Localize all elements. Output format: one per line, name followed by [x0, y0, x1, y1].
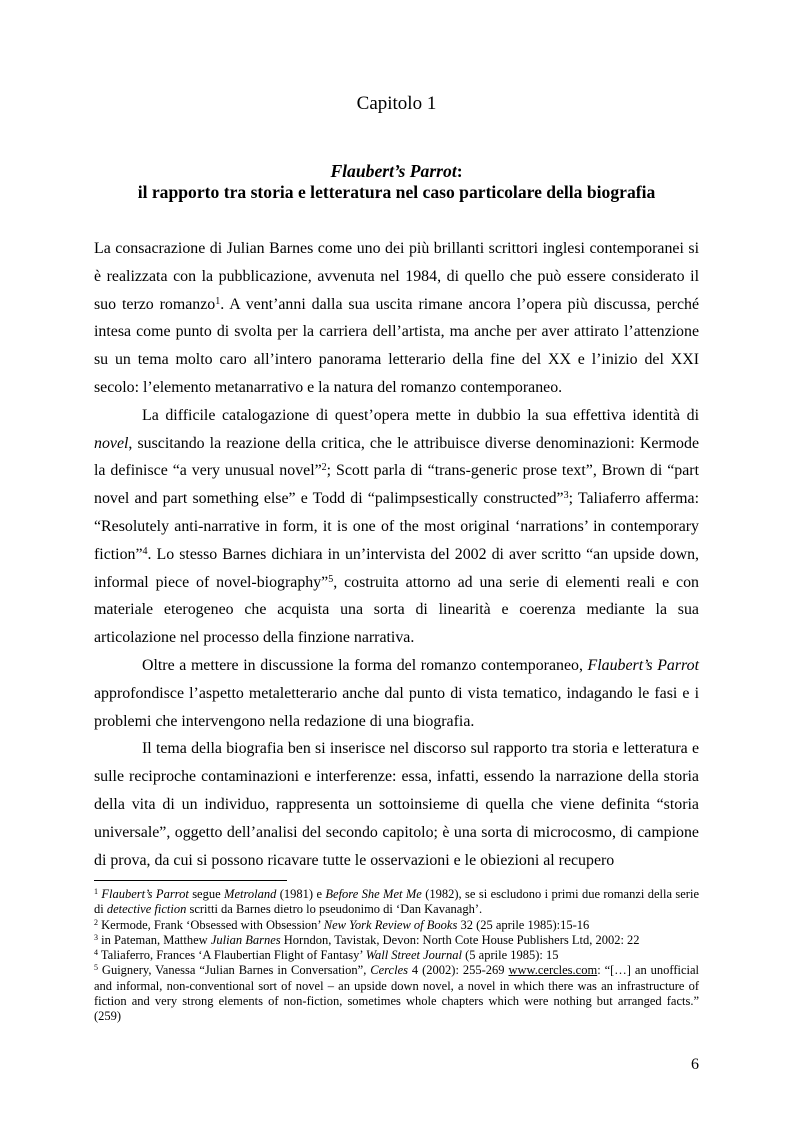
footnote-number: 2 [94, 917, 98, 927]
footnote-text: Guignery, Vanessa “Julian Barnes in Conversation”, [98, 963, 371, 978]
footnote-italic: detective fiction [106, 902, 187, 917]
paragraph-text: La difficile catalogazione di quest’opera mette in dubbio la sua effettiva identità di [142, 406, 699, 424]
footnote-number: 1 [94, 887, 98, 896]
chapter-heading: Capitolo 1 [356, 93, 437, 114]
paragraph-text: , suscitando la reazione della critica, che le attribuisce diverse denominazioni: Kermode la definisce “a very unusual novel” [94, 434, 699, 480]
chapter-title [94, 161, 699, 203]
footnote-italic: Before She Met Me [325, 887, 422, 901]
footnotes [94, 887, 699, 1025]
paragraph-italic: novel [94, 434, 129, 452]
footnote-italic: New York Review of Books [323, 917, 458, 932]
footnote-text: (1982), se si escludono i primi due romanzi della serie di [94, 887, 699, 917]
footnote-text: (1981) e [276, 887, 326, 901]
paragraph-text: Il tema della biografia ben si inserisce nel discorso sul rapporto tra storia e letteratura e sulle reciproche contaminazioni e interferenze: essa, infatti, essendo la narrazione della storia della vita di un individuo, rappresenta un sottoinsieme di quella che viene definita “storia universale”, oggetto dell’analisi del secondo capitolo; è una sorta di microcosmo, di campione di prova, da cui si possono ricavare tutte le osservazioni e le obiezioni al recupero [94, 740, 699, 869]
paragraph-text: ; Scott parla di “trans-generic prose text”, Brown di “part novel and part something else” e Todd di “palimpsestically constructed” [94, 462, 699, 508]
footnote-italic: Wall Street Journal [365, 948, 462, 963]
footnote-ref-4[interactable]: 4 [142, 545, 148, 557]
footnote-number: 5 [94, 963, 98, 973]
footnote-italic: Metroland [224, 887, 277, 901]
page-number: 6 [691, 1056, 699, 1073]
footnote-text: Horndon, Tavistak, Devon: North Cote House Publishers Ltd, 2002: 22 [280, 932, 640, 947]
body-text [94, 235, 699, 874]
footnote-text: : “[…] an unofficial and informal, non-conventional sort of novel – an upside down novel, a novel in which there was an infrastructure of fiction and very strong elements of non-fiction, sometimes whole chapters which were nothing but arranged facts.” (259) [94, 963, 699, 1024]
footnote-text: 32 (25 aprile 1985):15-16 [457, 917, 590, 932]
footnote-text: 4 (2002): 255-269 [408, 963, 509, 978]
paragraph-text: , costruita attorno ad una serie di elementi reali e con materiale eterogeneo che acquista una sorta di linearità e coerenza mediante la sua articolazione nel processo della finzione narrativa. [94, 573, 699, 647]
footnote-text: scritti da Barnes dietro lo pseudonimo di ‘Dan Kavanagh’. [186, 902, 483, 917]
footnote-ref-1[interactable]: 1 [215, 295, 221, 307]
footnote-ref-3[interactable]: 3 [563, 490, 569, 502]
paragraph-2 [94, 402, 699, 652]
footnote-text: (5 aprile 1985): 15 [462, 948, 559, 963]
footnote-italic: Flaubert’s Parrot [101, 887, 189, 901]
footnote-italic: Julian Barnes [210, 932, 281, 947]
title-colon: : [456, 161, 463, 181]
paragraph-1 [94, 235, 699, 402]
footnote-ref-5[interactable]: 5 [328, 573, 334, 585]
footnote-4 [94, 948, 699, 963]
footnote-italic: Cercles [370, 963, 408, 978]
footnote-text: segue [188, 887, 225, 901]
paragraph-text: approfondisce l’aspetto metaletterario anche dal punto di vista tematico, indagando le fasi e i problemi che intervengono nella redazione di una biografia. [94, 684, 699, 730]
footnote-link[interactable]: www.cercles.com [508, 963, 598, 978]
title-italic: Flaubert’s Parrot [330, 161, 457, 181]
paragraph-text: Oltre a mettere in discussione la forma del romanzo contemporaneo, [142, 656, 588, 674]
document-page [94, 0, 699, 1123]
footnote-ref-2[interactable]: 2 [321, 462, 327, 474]
footnote-3 [94, 933, 699, 948]
paragraph-3 [94, 652, 699, 735]
chapter-subtitle: il rapporto tra storia e letteratura nel caso particolare della biografia [137, 182, 656, 202]
footnote-text: in Pateman, Matthew [98, 932, 211, 947]
footnote-5 [94, 963, 699, 1024]
footnote-1 [94, 887, 699, 918]
footnote-2 [94, 918, 699, 933]
paragraph-text: La consacrazione di Julian Barnes come uno dei più brillanti scrittori inglesi contemporanei si è realizzata con la pubblicazione, avvenuta nel 1984, di quello che può essere considerato il suo terzo romanzo [94, 240, 699, 313]
footnote-number: 4 [94, 948, 98, 958]
footnote-separator [94, 880, 287, 881]
paragraph-text: ; Taliaferro afferma: “Resolutely anti-narrative in form, it is one of the most original ‘narrations’ in contemporary fiction” [94, 490, 699, 563]
paragraph-italic: Flaubert’s Parrot [587, 656, 699, 674]
paragraph-text: . A vent’anni dalla sua uscita rimane ancora l’opera più discussa, perché intesa come punto di svolta per la carriera dell’artista, ma anche per aver attirato l’attenzione su un tema molto caro all’intero panorama letterario della fine del XX e l’inizio del XXI secolo: l’elemento metanarrativo e la natura del romanzo contemporaneo. [94, 295, 699, 396]
footnote-text: Kermode, Frank ‘Obsessed with Obsession’ [98, 917, 324, 932]
footnote-text: Taliaferro, Frances ‘A Flaubertian Flight of Fantasy’ [98, 948, 366, 963]
paragraph-text: . Lo stesso Barnes dichiara in un’intervista del 2002 di aver scritto “an upside down, informal piece of novel-biography” [94, 545, 699, 591]
paragraph-4 [94, 735, 699, 874]
footnote-number: 3 [94, 932, 98, 942]
